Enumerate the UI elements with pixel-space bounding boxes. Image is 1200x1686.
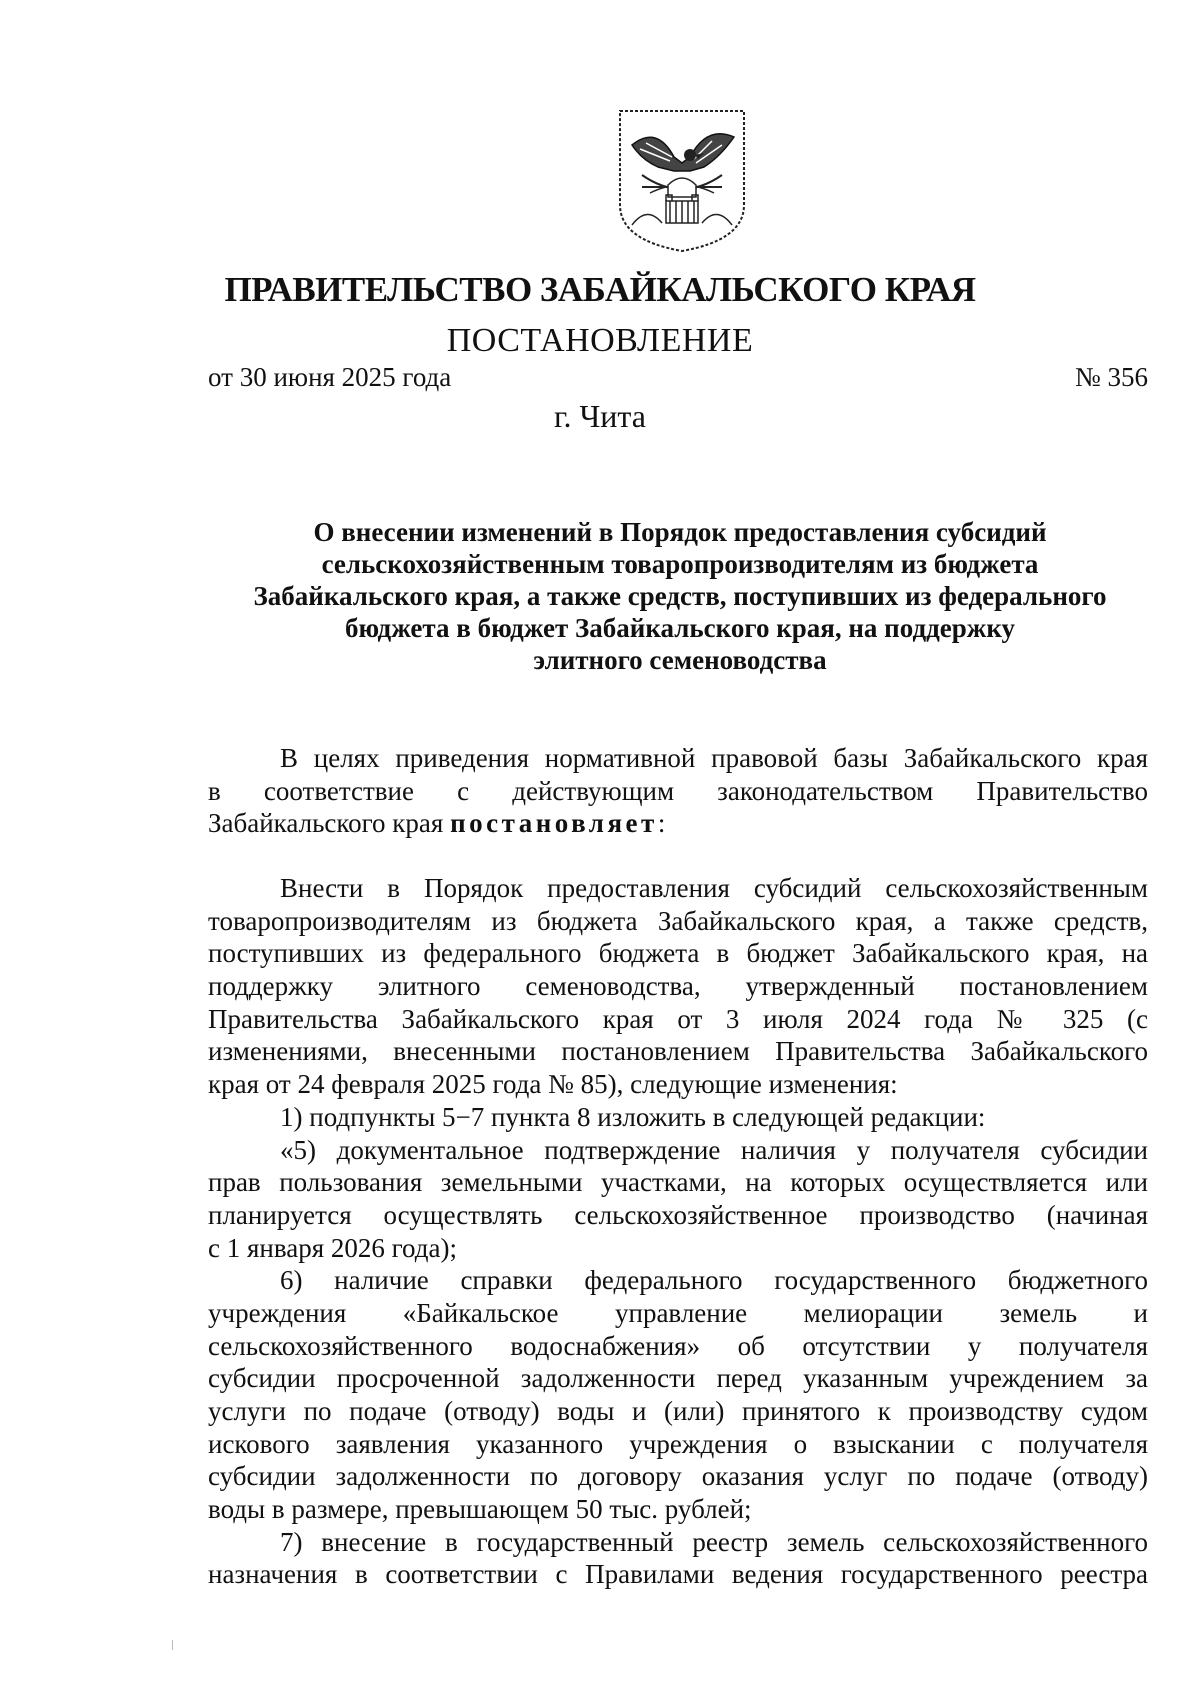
heading-line: О внесении изменений в Порядок предоставления субсидий xyxy=(313,517,1047,547)
body-line: Внести в Порядок предоставления субсидий сельскохозяйственным xyxy=(280,873,1148,903)
heading-line: сельскохозяйственным товаропроизводителям из бюджета xyxy=(321,549,1039,579)
document-date: от 30 июня 2025 года xyxy=(208,362,452,392)
body-line: воды в размере, превышающем 50 тыс. рублей; xyxy=(208,1494,752,1525)
preamble-colon: : xyxy=(657,808,666,839)
heading-line: элитного семеноводства xyxy=(533,645,827,675)
body-line: 1) подпункты 5−7 пункта 8 изложить в следующей редакции: xyxy=(280,1101,986,1132)
main-body xyxy=(208,872,1148,1591)
body-line: прав пользования земельными участками, на которых осуществляется или xyxy=(208,1167,1148,1198)
preamble-line: В целях приведения нормативной правовой базы Забайкальского края xyxy=(280,743,1148,773)
body-line: субсидии задолженности по договору оказания услуг по подаче (отводу) xyxy=(208,1461,1148,1492)
body-line: сельскохозяйственного водоснабжения» об отсутствии у получателя xyxy=(208,1330,1148,1361)
preamble-line: в соответствие с действующим законодательством Правительство xyxy=(208,775,1148,806)
body-line: услуги по подаче (отводу) воды и (или) принятого к производству судом xyxy=(208,1396,1148,1426)
heading-line: Забайкальского края, а также средств, поступивших из федерального xyxy=(253,581,1107,611)
body-line: поступивших из федерального бюджета в бюджет Забайкальского края, на xyxy=(208,938,1148,969)
preamble-text: Забайкальского края xyxy=(208,808,451,839)
body-line: края от 24 февраля 2025 года № 85), следующие изменения: xyxy=(208,1069,898,1100)
document-heading xyxy=(200,516,1160,676)
body-line: назначения в соответствии с Правилами ведения государственного реестра xyxy=(208,1559,1148,1590)
body-line: поддержку элитного семеноводства, утвержденный постановлением xyxy=(208,971,1148,1002)
body-line: «5) документальное подтверждение наличия у получателя субсидии xyxy=(280,1134,1148,1165)
body-line: товаропроизводителям из бюджета Забайкальского края, а также средств, xyxy=(208,905,1148,936)
document-type: ПОСТАНОВЛЕНИЕ xyxy=(446,322,754,359)
body-line: планируется осуществлять сельскохозяйственное производство (начиная xyxy=(208,1199,1148,1230)
body-line: Правительства Забайкальского края от 3 июля 2024 года № 325 (с xyxy=(208,1003,1148,1034)
government-title: ПРАВИТЕЛЬСТВО ЗАБАЙКАЛЬСКОГО КРАЯ xyxy=(224,270,976,309)
preamble-paragraph xyxy=(208,742,1148,840)
body-line: учреждения «Байкальское управление мелиорации земель и xyxy=(208,1297,1148,1328)
body-line: изменениями, внесенными постановлением Правительства Забайкальского xyxy=(208,1036,1148,1067)
body-line: с 1 января 2026 года); xyxy=(208,1232,457,1263)
decree-keyword: постановляет xyxy=(450,808,658,839)
document-number: № 356 xyxy=(1074,362,1148,392)
margin-mark xyxy=(172,1640,173,1650)
body-line: субсидии просроченной задолженности перед указанным учреждением за xyxy=(208,1363,1148,1394)
body-line: искового заявления указанного учреждения о взыскании с получателя xyxy=(208,1428,1148,1459)
coat-of-arms-icon xyxy=(612,105,752,255)
heading-line: бюджета в бюджет Забайкальского края, на поддержку xyxy=(344,613,1016,643)
body-line: 6) наличие справки федерального государственного бюджетного xyxy=(280,1265,1148,1296)
body-line: 7) внесение в государственный реестр земель сельскохозяйственного xyxy=(280,1526,1148,1557)
preamble-line xyxy=(208,807,1148,840)
document-city: г. Чита xyxy=(553,398,646,434)
